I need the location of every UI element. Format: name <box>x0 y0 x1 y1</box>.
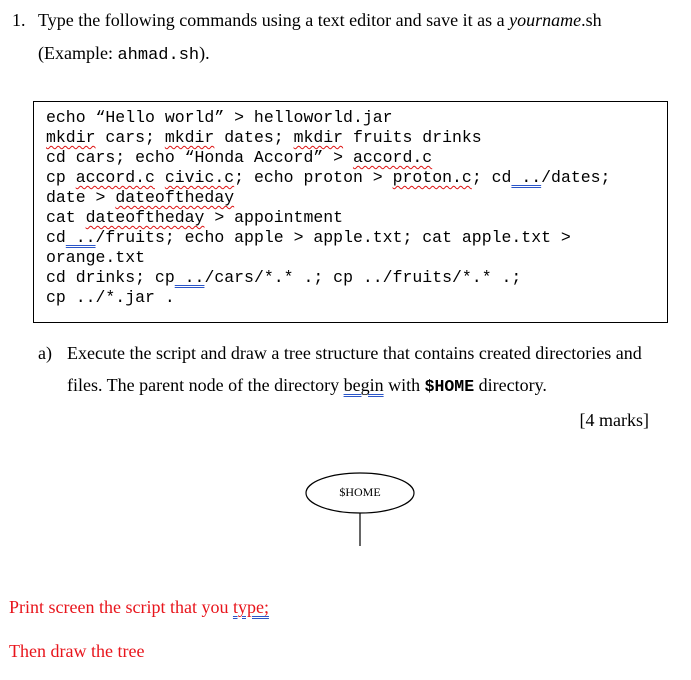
grammar-mark: .. <box>511 168 542 187</box>
home-variable: $HOME <box>424 377 475 396</box>
tree-diagram <box>300 470 420 550</box>
part-a-line-2 <box>67 374 547 398</box>
question-number: 1. <box>12 10 26 30</box>
grammar-mark: begin <box>343 375 384 395</box>
code-text: cp <box>46 168 76 187</box>
code-text: ; cd <box>471 168 512 187</box>
example-prefix: (Example: <box>38 43 118 63</box>
spell-mark: dateoftheday <box>115 188 235 207</box>
home-node-label: $HOME <box>339 485 381 499</box>
part-a-label: a) <box>38 343 52 363</box>
script-line-7 <box>46 228 571 248</box>
code-text: fruits drinks <box>343 128 482 147</box>
code-text: cd cars; echo “Honda Accord” > <box>46 148 353 167</box>
code-text: /fruits; echo apple > apple.txt; cat apple.txt > <box>95 228 571 247</box>
code-text: /cars/*.* .; cp ../fruits/*.* .; <box>204 268 522 287</box>
grammar-mark: .. <box>65 228 96 247</box>
file-extension: .sh <box>581 10 602 30</box>
script-line-1: echo “Hello world” > helloworld.jar <box>46 108 393 127</box>
spell-mark: accord.c <box>75 168 155 187</box>
question-text: Type the following commands using a text editor and save it as a <box>38 10 510 30</box>
grammar-mark: type; <box>232 597 269 617</box>
filename-italic: yourname <box>509 10 582 30</box>
spell-mark: civic.c <box>164 168 235 187</box>
code-text <box>155 168 165 187</box>
spell-mark: proton.c <box>392 168 472 187</box>
instruction-text: Print screen the script that you <box>9 597 233 617</box>
script-line-3 <box>46 148 432 168</box>
script-line-5 <box>46 188 234 208</box>
part-a-line-1: Execute the script and draw a tree structure that contains created directories and <box>67 343 642 363</box>
code-text: cars; <box>95 128 165 147</box>
code-text: ; echo proton > <box>234 168 393 187</box>
instruction-print-screen <box>9 597 269 618</box>
spell-mark: mkdir <box>46 128 96 147</box>
marks-label: [4 marks] <box>579 410 649 430</box>
example-suffix: ). <box>199 43 210 63</box>
question-line-1 <box>38 9 602 31</box>
code-text: cd drinks; cp <box>46 268 175 287</box>
script-line-10: cp ../*.jar . <box>46 288 175 307</box>
code-text: cat <box>46 208 86 227</box>
script-line-9 <box>46 268 521 288</box>
script-line-2 <box>46 128 482 148</box>
part-a-text: directory. <box>474 375 547 395</box>
instruction-draw-tree: Then draw the tree <box>9 641 145 661</box>
code-text: > appointment <box>204 208 344 227</box>
example-filename: ahmad.sh <box>117 46 200 65</box>
script-line-4 <box>46 168 610 188</box>
spell-mark: dateoftheday <box>85 208 205 227</box>
script-box <box>33 101 668 323</box>
code-text: /dates; <box>541 168 611 187</box>
spell-mark: mkdir <box>293 128 344 147</box>
script-line-8: orange.txt <box>46 248 146 267</box>
script-line-6 <box>46 208 343 228</box>
spell-mark: mkdir <box>164 128 215 147</box>
question-line-2 <box>38 42 210 67</box>
part-a-text: files. The parent node of the directory <box>67 375 344 395</box>
part-a-text: with <box>383 375 425 395</box>
spell-mark: accord.c <box>352 148 433 167</box>
code-text: cd <box>46 228 66 247</box>
code-text: date > <box>46 188 116 207</box>
grammar-mark: .. <box>174 268 205 287</box>
code-text: dates; <box>214 128 294 147</box>
